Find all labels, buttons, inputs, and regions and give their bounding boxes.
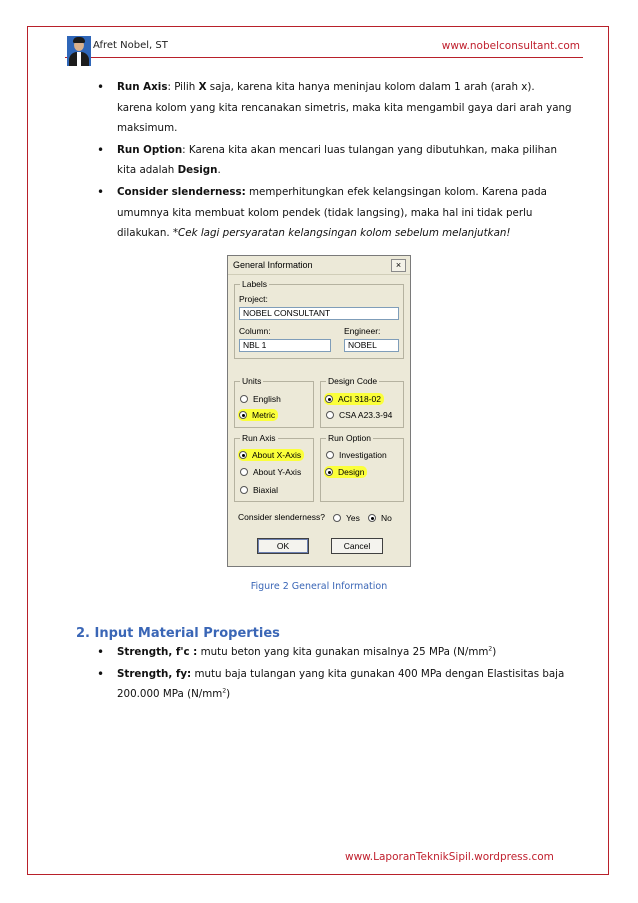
design-code-csa-radio[interactable]: CSA A23.3-94 [326, 409, 392, 421]
section-title: 2. Input Material Properties [76, 626, 280, 641]
close-icon[interactable]: × [391, 259, 406, 272]
radio-icon [326, 451, 334, 459]
slenderness-label: Consider slenderness? [238, 512, 325, 522]
radio-icon [240, 395, 248, 403]
ok-button[interactable]: OK [257, 538, 309, 554]
run-axis-group: Run Axis [234, 438, 314, 502]
bullet-consider-slenderness: • Consider slenderness: memperhitungkan efek kelangsingan kolom. Karena pada umumnya kita membuat kolom pendek (tidak langsing), maka hal ini tidak perlu dilakukan. *Cek lagi persyaratan kelangsingan kolom sebelum melanjutkan! [92, 182, 572, 244]
run-option-investigation-radio[interactable]: Investigation [326, 449, 387, 461]
author-photo [67, 36, 91, 66]
run-option-group: Run Option [320, 438, 404, 502]
units-group: Units [234, 381, 314, 428]
labels-group: Labels [234, 284, 404, 359]
bullet-strength-fy: • Strength, fy: mutu baja tulangan yang kita gunakan 400 MPa dengan Elastisitas baja 200.000 MPa $(N/mm^2)$ [92, 664, 572, 705]
design-code-aci-radio[interactable]: ACI 318-02 [326, 393, 384, 405]
radio-icon [333, 514, 341, 522]
bullet-run-option: • Run Option: Karena kita akan mencari luas tulangan yang dibutuhkan, maka pilihan kita adalah Design. [92, 140, 572, 181]
dialog-titlebar [228, 256, 410, 275]
option-bullets [92, 77, 572, 245]
column-input[interactable]: NBL 1 [239, 339, 331, 352]
dialog-title: General Information [233, 260, 313, 270]
header-website[interactable]: www.nobelconsultant.com [441, 40, 580, 52]
header-author: Afret Nobel, ST [93, 40, 168, 51]
design-code-group: Design Code [320, 381, 404, 428]
run-axis-x-radio[interactable]: About X-Axis [240, 449, 304, 461]
run-option-design-radio[interactable]: Design [326, 466, 367, 478]
project-input[interactable]: NOBEL CONSULTANT [239, 307, 399, 320]
general-information-dialog [227, 255, 411, 567]
radio-icon [240, 468, 248, 476]
radio-icon [240, 486, 248, 494]
engineer-label: Engineer: [344, 326, 381, 336]
radio-selected-icon [239, 451, 247, 459]
units-english-radio[interactable]: English [240, 393, 281, 405]
run-axis-y-radio[interactable]: About Y-Axis [240, 466, 301, 478]
bullet-run-axis: • Run Axis: Pilih X saja, karena kita hanya meninjau kolom dalam 1 arah (arah x). karena kolom yang kita rencanakan simetris, maka kita mengambil gaya dari arah yang maksimum. [92, 77, 572, 139]
radio-icon [326, 411, 334, 419]
cancel-button[interactable]: Cancel [331, 538, 383, 554]
slenderness-no-radio[interactable]: No [368, 512, 392, 524]
header-rule [65, 57, 583, 58]
units-metric-radio[interactable]: Metric [240, 409, 278, 421]
radio-selected-icon [325, 468, 333, 476]
material-bullets [92, 642, 572, 706]
bullet-strength-fc: • Strength, f'c : mutu beton yang kita gunakan misalnya 25 MPa $(N/mm^2)$ [92, 642, 572, 663]
column-label: Column: [239, 326, 271, 336]
footer-website[interactable]: www.LaporanTeknikSipil.wordpress.com [345, 851, 554, 863]
engineer-input[interactable]: NOBEL [344, 339, 399, 352]
run-axis-biaxial-radio[interactable]: Biaxial [240, 484, 278, 496]
figure-caption: Figure 2 General Information [250, 581, 388, 592]
radio-selected-icon [368, 514, 376, 522]
slenderness-yes-radio[interactable]: Yes [333, 512, 360, 524]
project-label: Project: [239, 294, 268, 304]
radio-selected-icon [325, 395, 333, 403]
radio-selected-icon [239, 411, 247, 419]
